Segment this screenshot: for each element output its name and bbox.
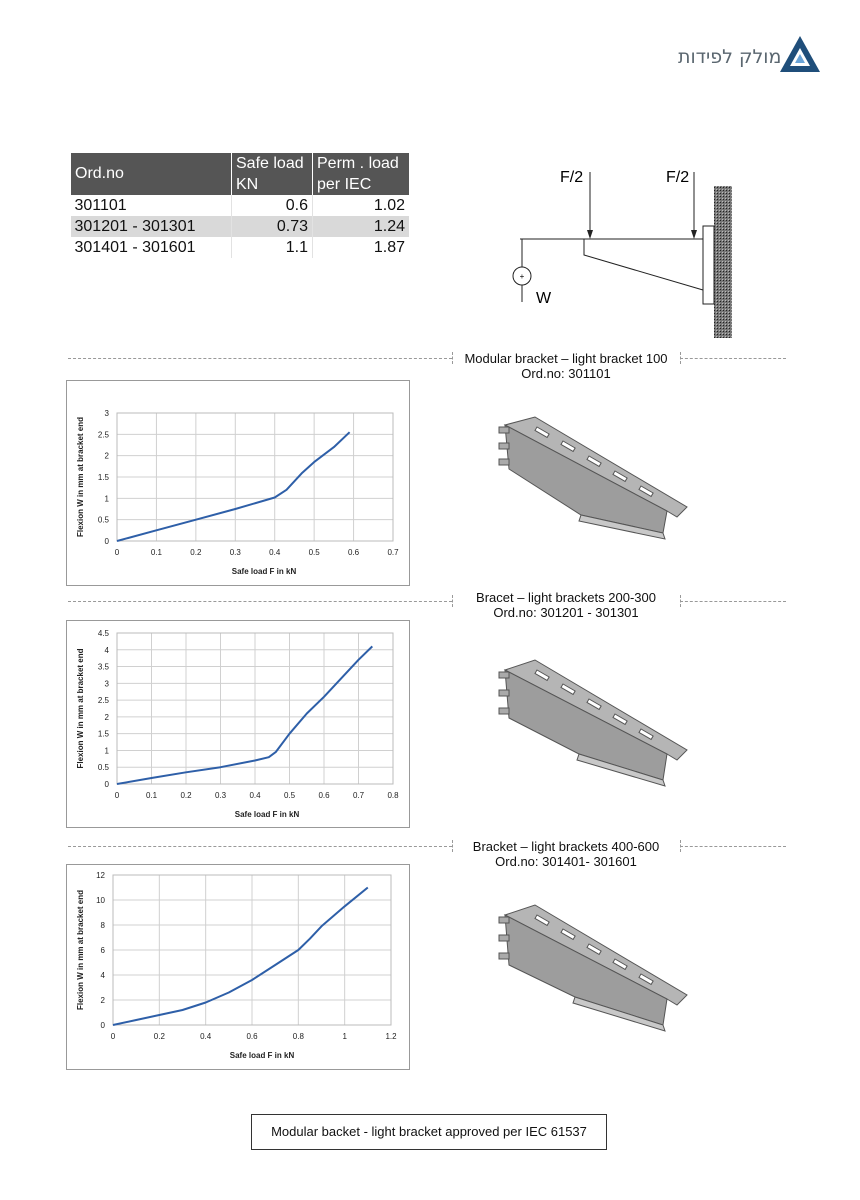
x-tick-label: 0.5 <box>283 791 296 800</box>
x-tick-label: 0.6 <box>318 791 330 800</box>
series-line <box>113 888 368 1026</box>
cell-perm: 1.24 <box>313 216 410 237</box>
header-safe-top: Safe load <box>232 153 313 174</box>
wall-hatch <box>714 186 732 338</box>
y-axis-label: Flexion W in mm at bracket end <box>76 889 85 1011</box>
y-tick-label: 4 <box>100 971 105 980</box>
section-caption <box>452 839 680 869</box>
x-tick-label: 0.3 <box>229 548 241 557</box>
section-ordno: Ord.no: 301401- 301601 <box>495 854 637 869</box>
logo-triangle-icon <box>778 34 822 74</box>
chart-1 <box>66 380 410 586</box>
y-tick-label: 2 <box>104 451 109 461</box>
separator-line <box>680 601 786 602</box>
chart-svg <box>67 621 409 827</box>
header-safe-bottom: KN <box>232 174 313 195</box>
cell-ord: 301201 - 301301 <box>71 216 232 237</box>
x-tick-label: 0.4 <box>269 548 281 557</box>
x-tick-label: 0.7 <box>387 548 399 557</box>
company-logo <box>672 34 822 78</box>
cell-ord: 301401 - 301601 <box>71 237 232 258</box>
y-tick-label: 3.5 <box>97 662 109 672</box>
separator-line <box>680 846 786 847</box>
section-ordno: Ord.no: 301201 - 301301 <box>493 605 639 620</box>
bracket-profile <box>584 239 703 290</box>
bracket-illustration <box>499 660 687 786</box>
bracket-200-300-image <box>495 650 695 790</box>
x-tick-label: 0.1 <box>145 791 158 800</box>
y-tick-label: 1.5 <box>97 473 109 482</box>
x-tick-label: 0 <box>114 548 120 557</box>
header-ord: Ord.no <box>71 153 232 195</box>
bracket-100-image <box>495 405 695 545</box>
separator-line <box>68 601 452 602</box>
x-tick-label: 0.8 <box>292 1032 304 1041</box>
x-tick-label: 1 <box>342 1032 347 1041</box>
x-tick-label: 0.4 <box>249 791 261 800</box>
x-tick-label: 0.2 <box>153 1032 165 1041</box>
header-perm-top: Perm . load <box>313 153 410 174</box>
series-line <box>117 432 350 541</box>
y-tick-label: 4.5 <box>97 629 109 638</box>
y-tick-label: 3 <box>104 409 109 418</box>
x-tick-label: 1.2 <box>385 1032 397 1041</box>
section-title: Modular bracket – light bracket 100 <box>464 351 668 366</box>
section-title: Bracket – light brackets 400-600 <box>472 839 660 854</box>
y-tick-label: 1 <box>104 494 109 504</box>
load-diagram <box>498 160 748 340</box>
x-axis-label: Safe load F in kN <box>234 810 300 819</box>
section-caption <box>452 351 680 381</box>
table-row <box>71 237 410 258</box>
y-tick-label: 10 <box>96 896 105 905</box>
section-title: Bracet – light brackets 200-300 <box>476 590 656 605</box>
x-tick-label: 0.2 <box>180 791 192 800</box>
y-tick-label: 2.5 <box>97 430 109 440</box>
bracket-400-600-image <box>495 895 695 1035</box>
chart-svg <box>67 381 409 585</box>
separator-line <box>68 358 452 359</box>
cell-ord: 301101 <box>71 195 232 216</box>
y-tick-label: 6 <box>100 946 105 955</box>
y-tick-label: 1 <box>104 746 109 756</box>
bracket-illustration <box>499 905 687 1031</box>
x-tick-label: 0.7 <box>352 791 365 800</box>
y-tick-label: 0 <box>104 780 109 789</box>
separator-line <box>680 358 786 359</box>
deflection-label: W <box>536 290 552 307</box>
cell-perm: 1.02 <box>313 195 410 216</box>
y-tick-label: 0.5 <box>97 515 109 525</box>
x-axis-label: Safe load F in kN <box>229 1051 295 1060</box>
y-tick-label: 8 <box>100 921 105 930</box>
y-tick-label: 4 <box>104 645 109 655</box>
force-label-left: F/2 <box>560 169 584 186</box>
y-tick-label: 0 <box>100 1021 105 1030</box>
y-tick-label: 0 <box>104 537 109 546</box>
table-header-row <box>71 153 410 174</box>
cell-safe: 1.1 <box>232 237 313 258</box>
force-label-right: F/2 <box>666 169 690 186</box>
y-tick-label: 12 <box>96 871 105 880</box>
x-tick-label: 0.6 <box>246 1032 258 1041</box>
cell-safe: 0.6 <box>232 195 313 216</box>
spec-table <box>70 153 409 258</box>
x-tick-label: 0.3 <box>214 791 227 800</box>
table-row <box>71 195 410 216</box>
y-tick-label: 3 <box>104 679 109 689</box>
x-tick-label: 0.5 <box>308 548 320 557</box>
chart-3 <box>66 864 410 1070</box>
y-axis-label: Flexion W in mm at bracket end <box>76 416 85 538</box>
force-arrowhead-right <box>691 230 697 239</box>
x-tick-label: 0.8 <box>387 791 399 800</box>
cell-perm: 1.87 <box>313 237 410 258</box>
bracket-illustration <box>499 417 687 539</box>
y-axis-label: Flexion W in mm at bracket end <box>76 648 85 769</box>
x-axis-label: Safe load F in kN <box>231 567 297 576</box>
logo-brand-text: מולק לפידות <box>678 46 782 68</box>
x-tick-label: 0.2 <box>190 548 202 557</box>
x-tick-label: 0.4 <box>200 1032 212 1041</box>
x-tick-label: 0 <box>114 791 120 800</box>
separator-line <box>68 846 452 847</box>
header-perm-bottom: per IEC <box>313 174 410 195</box>
y-tick-label: 2 <box>100 996 105 1005</box>
approval-note: Modular backet - light bracket approved per IEC 61537 <box>251 1114 607 1150</box>
x-tick-label: 0.1 <box>150 548 162 557</box>
x-tick-label: 0.6 <box>348 548 360 557</box>
y-tick-label: 0.5 <box>97 763 109 773</box>
wall-plate <box>703 226 714 304</box>
chart-2 <box>66 620 410 828</box>
section-caption <box>452 590 680 620</box>
svg-text:+: + <box>519 272 525 281</box>
x-tick-label: 0 <box>110 1032 116 1041</box>
y-tick-label: 2 <box>104 712 109 722</box>
cell-safe: 0.73 <box>232 216 313 237</box>
table-row <box>71 216 410 237</box>
force-arrowhead-left <box>587 230 593 239</box>
y-tick-label: 1.5 <box>97 729 109 739</box>
section-ordno: Ord.no: 301101 <box>521 366 611 381</box>
chart-svg <box>67 865 409 1069</box>
y-tick-label: 2.5 <box>97 696 109 706</box>
